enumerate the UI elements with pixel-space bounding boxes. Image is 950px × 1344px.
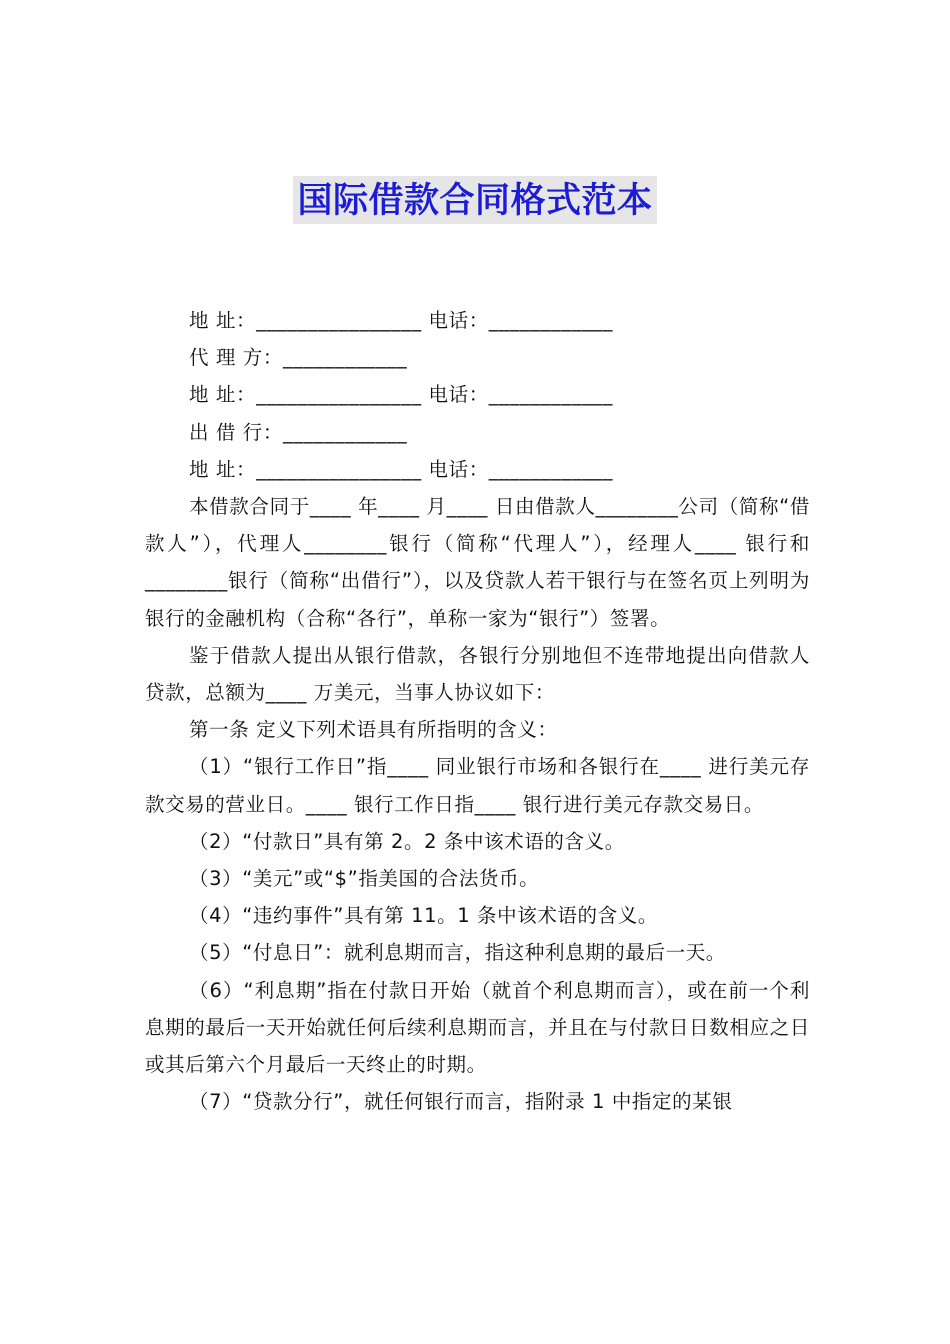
definition-item: （4）“违约事件”具有第 11。1 条中该术语的含义。 (189, 904, 658, 928)
borrower-address-line: 地 址：________________ 电话：____________ (189, 309, 613, 332)
definition-item: （7）“贷款分行”，就任何银行而言，指附录 1 中指定的某银 (189, 1090, 733, 1114)
title-container (0, 176, 950, 224)
document-body (145, 302, 810, 1120)
document-title: 国际借款合同格式范本 (293, 176, 656, 224)
agent-address-line: 地 址：________________ 电话：____________ (189, 383, 613, 407)
preamble-paragraph: 本借款合同于____ 年____ 月____ 日由借款人________公司（简称“借款人”），代理人________银行（简称“代理人”），经理人____ 银行和________银行（简称“出借行”），以及贷款人若干银行与在签名页上列明为银行的金融机构（合称“各行”，单称一家为“银行”）签署。 (145, 495, 810, 630)
definition-item: （5）“付息日”：就利息期而言，指这种利息期的最后一天。 (189, 941, 726, 965)
lender-line: 出 借 行：____________ (189, 420, 408, 444)
definition-item: （2）“付款日”具有第 2。2 条中该术语的含义。 (189, 829, 625, 853)
definition-item: （1）“银行工作日”指____ 同业银行市场和各银行在____ 进行美元存款交易的营业日。____ 银行工作日指____ 银行进行美元存款交易日。 (145, 755, 810, 816)
lender-address-line: 地 址：________________ 电话：____________ (189, 457, 613, 481)
article-one-heading: 第一条 定义下列术语具有所指明的含义： (189, 718, 558, 742)
recital-paragraph: 鉴于借款人提出从银行借款，各银行分别地但不连带地提出向借款人贷款，总额为____ 万美元，当事人协议如下： (145, 643, 810, 705)
definition-item: （3）“美元”或“$”指美国的合法货币。 (189, 867, 540, 891)
agent-line: 代 理 方：____________ (189, 346, 408, 370)
definition-item: （6）“利息期”指在付款日开始（就首个利息期而言），或在前一个利息期的最后一天开始就任何后续利息期而言，并且在与付款日日数相应之日或其后第六个月最后一天终止的时期。 (145, 978, 810, 1077)
